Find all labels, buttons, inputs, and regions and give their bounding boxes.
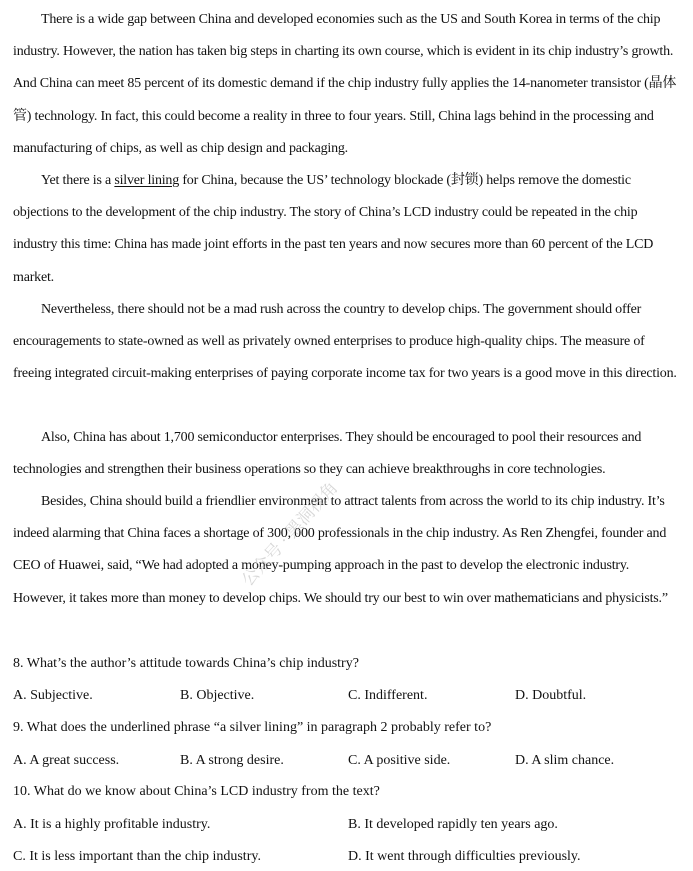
question-10-option-b[interactable]: B. It developed rapidly ten years ago.: [348, 817, 558, 832]
paragraph-2-text-start: Yet there is a: [41, 173, 115, 188]
question-10-stem: 10. What do we know about China’s LCD industry from the text?: [13, 784, 380, 799]
question-10-option-a[interactable]: A. It is a highly profitable industry.: [13, 817, 211, 832]
question-9-option-c[interactable]: C. A positive side.: [348, 753, 451, 768]
passage-paragraph-2: [13, 165, 683, 294]
question-8-option-c[interactable]: C. Indifferent.: [348, 688, 428, 703]
paragraph-4-text: Also, China has about 1,700 semiconductor enterprises. They should be encouraged to pool their resources and technologies and strengthen their business operations so they can achieve breakthroughs in core technologies.: [13, 430, 642, 478]
question-9-option-b[interactable]: B. A strong desire.: [180, 753, 284, 768]
question-8-option-d[interactable]: D. Doubtful.: [515, 688, 587, 703]
question-8-option-a[interactable]: A. Subjective.: [13, 688, 93, 703]
paragraph-5-text: Besides, China should build a friendlier environment to attract talents from across the world to its chip industry. It’s indeed alarming that China faces a shortage of 300, 000 professionals in the chip industry. As Ren Zhengfei, founder and CEO of Huawei, said, “We had adopted a money-pumping approach in the past to develop the electronic industry. However, it takes more than money to develop chips. We should try our best to win over mathematicians and physicists.”: [13, 494, 668, 606]
paragraph-3-text: Nevertheless, there should not be a mad rush across the country to develop chips. The government should offer encouragements to state-owned as well as privately owned enterprises to produce high-quality chips. The measure of freeing integrated circuit-making enterprises of paying corporate income tax for two years is a good move in this direction.: [13, 302, 677, 382]
passage-paragraph-3: [13, 294, 683, 391]
underlined-phrase: silver lining: [114, 173, 180, 188]
question-9-option-a[interactable]: A. A great success.: [13, 753, 120, 768]
question-8-stem: 8. What’s the author’s attitude towards China’s chip industry?: [13, 656, 359, 671]
question-10-option-d[interactable]: D. It went through difficulties previously.: [348, 849, 581, 864]
watermark: 公众号 · 黑洞视角: [238, 478, 342, 590]
passage-paragraph-1: [13, 4, 683, 165]
passage-paragraph-5: [13, 486, 683, 615]
paragraph-1-text: There is a wide gap between China and developed economies such as the US and South Korea in terms of the chip industry. However, the nation has taken big steps in charting its own course, which is evident in its chip industry’s growth. And China can meet 85 percent of its domestic demand if the chip industry fully applies the 14-nanometer transistor (晶体管) technology. In fact, this could become a reality in three to four years. Still, China lags behind in the processing and manufacturing of chips, as well as chip design and packaging.: [13, 12, 677, 156]
question-10-option-c[interactable]: C. It is less important than the chip industry.: [13, 849, 261, 864]
paragraph-2-text-end: for China, because the US’ technology blockade (封锁) helps remove the domestic objections to the development of the chip industry. The story of China’s LCD industry could be repeated in the chip industry this time: China has made joint efforts in the past ten years and now secures more than 60 percent of the LCD market.: [13, 173, 654, 285]
passage-paragraph-4: [13, 422, 683, 486]
question-9-option-d[interactable]: D. A slim chance.: [515, 753, 615, 768]
question-9-stem: 9. What does the underlined phrase “a silver lining” in paragraph 2 probably refer to?: [13, 720, 492, 735]
question-8-option-b[interactable]: B. Objective.: [180, 688, 255, 703]
